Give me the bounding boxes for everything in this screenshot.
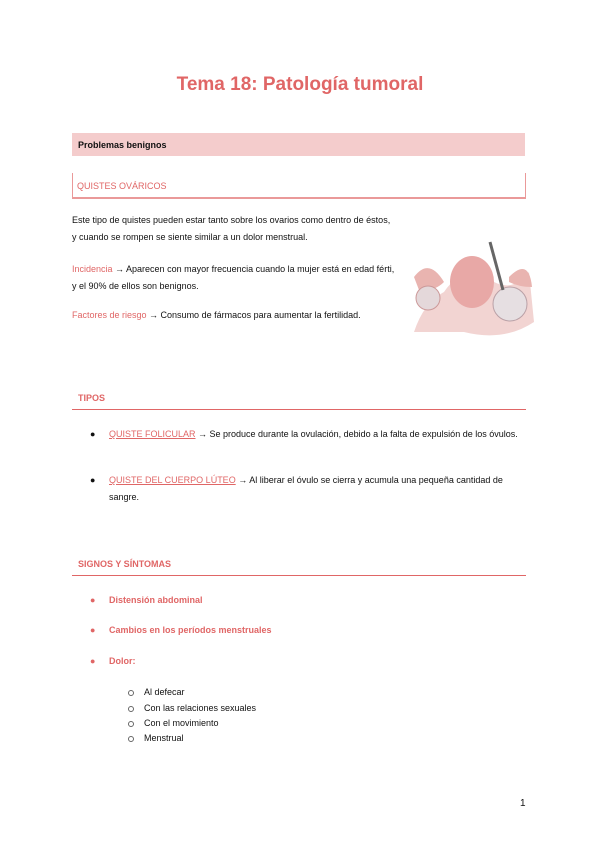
list-item: ● Dolor: bbox=[90, 653, 525, 670]
section-heading: QUISTES OVÁRICOS bbox=[77, 181, 167, 191]
list-item bbox=[90, 472, 525, 506]
divider bbox=[72, 409, 526, 410]
tipos-heading: TIPOS bbox=[78, 393, 106, 403]
list-item: ● Distensión abdominal bbox=[90, 592, 525, 609]
circle-bullet-icon bbox=[128, 721, 134, 727]
incidencia-label: Incidencia bbox=[72, 264, 113, 274]
ovarian-cyst-illustration bbox=[404, 232, 538, 344]
bullet-icon: ● bbox=[90, 656, 96, 666]
incidencia-text: → Aparecen con mayor frecuencia cuando la mujer está en edad férti, y el 90% de ellos son benignos. bbox=[72, 264, 395, 291]
factores-label: Factores de riesgo bbox=[72, 310, 147, 320]
incidencia-paragraph bbox=[72, 261, 397, 295]
sub-list-item: Con el movimiento bbox=[128, 716, 219, 731]
tipo-label: QUISTE DEL CUERPO LÚTEO bbox=[109, 475, 236, 485]
tipo-text: → Se produce durante la ovulación, debido a la falta de expulsión de los óvulos. bbox=[195, 429, 518, 439]
bullet-icon: ● bbox=[90, 595, 96, 605]
section-banner bbox=[72, 133, 525, 156]
sub-list-item: Menstrual bbox=[128, 731, 184, 746]
sub-list-item: Al defecar bbox=[128, 685, 185, 700]
bullet-icon: ● bbox=[90, 429, 96, 439]
circle-bullet-icon bbox=[128, 706, 134, 712]
circle-bullet-icon bbox=[128, 736, 134, 742]
circle-bullet-icon bbox=[128, 690, 134, 696]
tipo-label: QUISTE FOLICULAR bbox=[109, 429, 196, 439]
list-item bbox=[90, 426, 525, 443]
page-title: Tema 18: Patología tumoral bbox=[176, 74, 424, 95]
banner-text: Problemas benignos bbox=[78, 140, 167, 150]
factores-paragraph bbox=[72, 307, 372, 324]
tipo-text: → Al liberar el óvulo se cierra y acumula una pequeña cantidad de sangre. bbox=[109, 475, 503, 502]
page-number: 1 bbox=[520, 798, 526, 809]
sub-list-item: Con las relaciones sexuales bbox=[128, 701, 256, 716]
section-heading-box bbox=[72, 173, 526, 199]
bullet-icon: ● bbox=[90, 625, 96, 635]
intro-paragraph: Este tipo de quistes pueden estar tanto sobre los ovarios como dentro de éstos, y cuando se rompen se siente similar a un dolor menstrual. bbox=[72, 215, 391, 242]
list-item: ● Cambios en los períodos menstruales bbox=[90, 622, 525, 639]
factores-text: → Consumo de fármacos para aumentar la fertilidad. bbox=[146, 310, 361, 320]
signos-heading: SIGNOS Y SÍNTOMAS bbox=[78, 559, 172, 569]
bullet-icon: ● bbox=[90, 475, 96, 485]
divider bbox=[72, 575, 526, 576]
